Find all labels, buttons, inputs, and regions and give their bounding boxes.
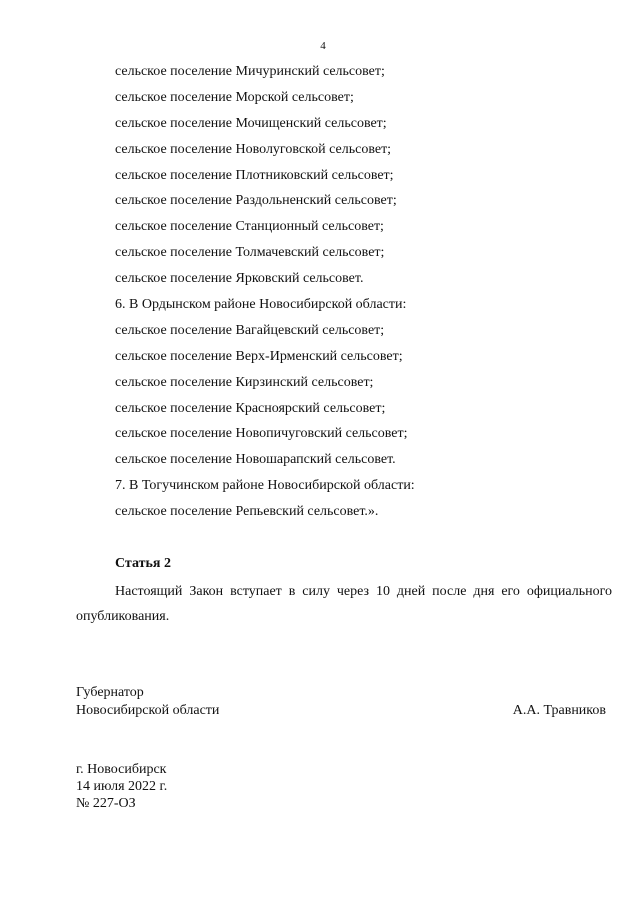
page-number: 4 [320,40,326,52]
list-item: сельское поселение Новошарапский сельсовет. [115,452,396,468]
list-item: сельское поселение Станционный сельсовет; [115,219,384,235]
list-item: сельское поселение Плотниковский сельсовет; [115,167,394,183]
list-item: сельское поселение Верх-Ирменский сельсовет; [115,348,403,364]
district-heading: 7. В Тогучинском районе Новосибирской области: [115,478,415,494]
district-heading: 6. В Ордынском районе Новосибирской области: [115,297,407,313]
list-item: сельское поселение Мичуринский сельсовет; [115,64,385,79]
date: 14 июля 2022 г. [76,779,168,794]
position-line: Губернатор [76,685,144,700]
list-item: сельское поселение Репьевский сельсовет.». [115,504,379,520]
list-item: сельское поселение Новолуговской сельсовет; [115,141,392,157]
signatory-position [76,684,219,720]
list-item: сельское поселение Вагайцевский сельсовет; [115,322,385,338]
position-line: Новосибирской области [76,703,220,718]
list-item: сельское поселение Толмачевский сельсовет; [115,245,385,261]
city: г. Новосибирск [76,762,167,777]
list-item: сельское поселение Мочищенский сельсовет; [115,115,387,131]
signatory-name: А.А. Травников [512,703,606,718]
list-item: сельское поселение Кирзинский сельсовет; [115,374,374,390]
article-title: Статья 2 [115,556,171,571]
list-item: сельское поселение Раздольненский сельсовет; [115,193,397,209]
article-body: Настоящий Закон вступает в силу через 10 дней после дня его официального опубликования. [76,584,612,624]
law-number: № 227-ОЗ [76,796,136,811]
list-item: сельское поселение Новопичуговский сельсовет; [115,426,408,442]
list-item: сельское поселение Ярковский сельсовет. [115,271,364,287]
list-item: сельское поселение Красноярский сельсовет; [115,400,386,416]
list-item: сельское поселение Морской сельсовет; [115,89,354,105]
settlements-list [115,62,615,528]
place-date-number [76,761,167,812]
